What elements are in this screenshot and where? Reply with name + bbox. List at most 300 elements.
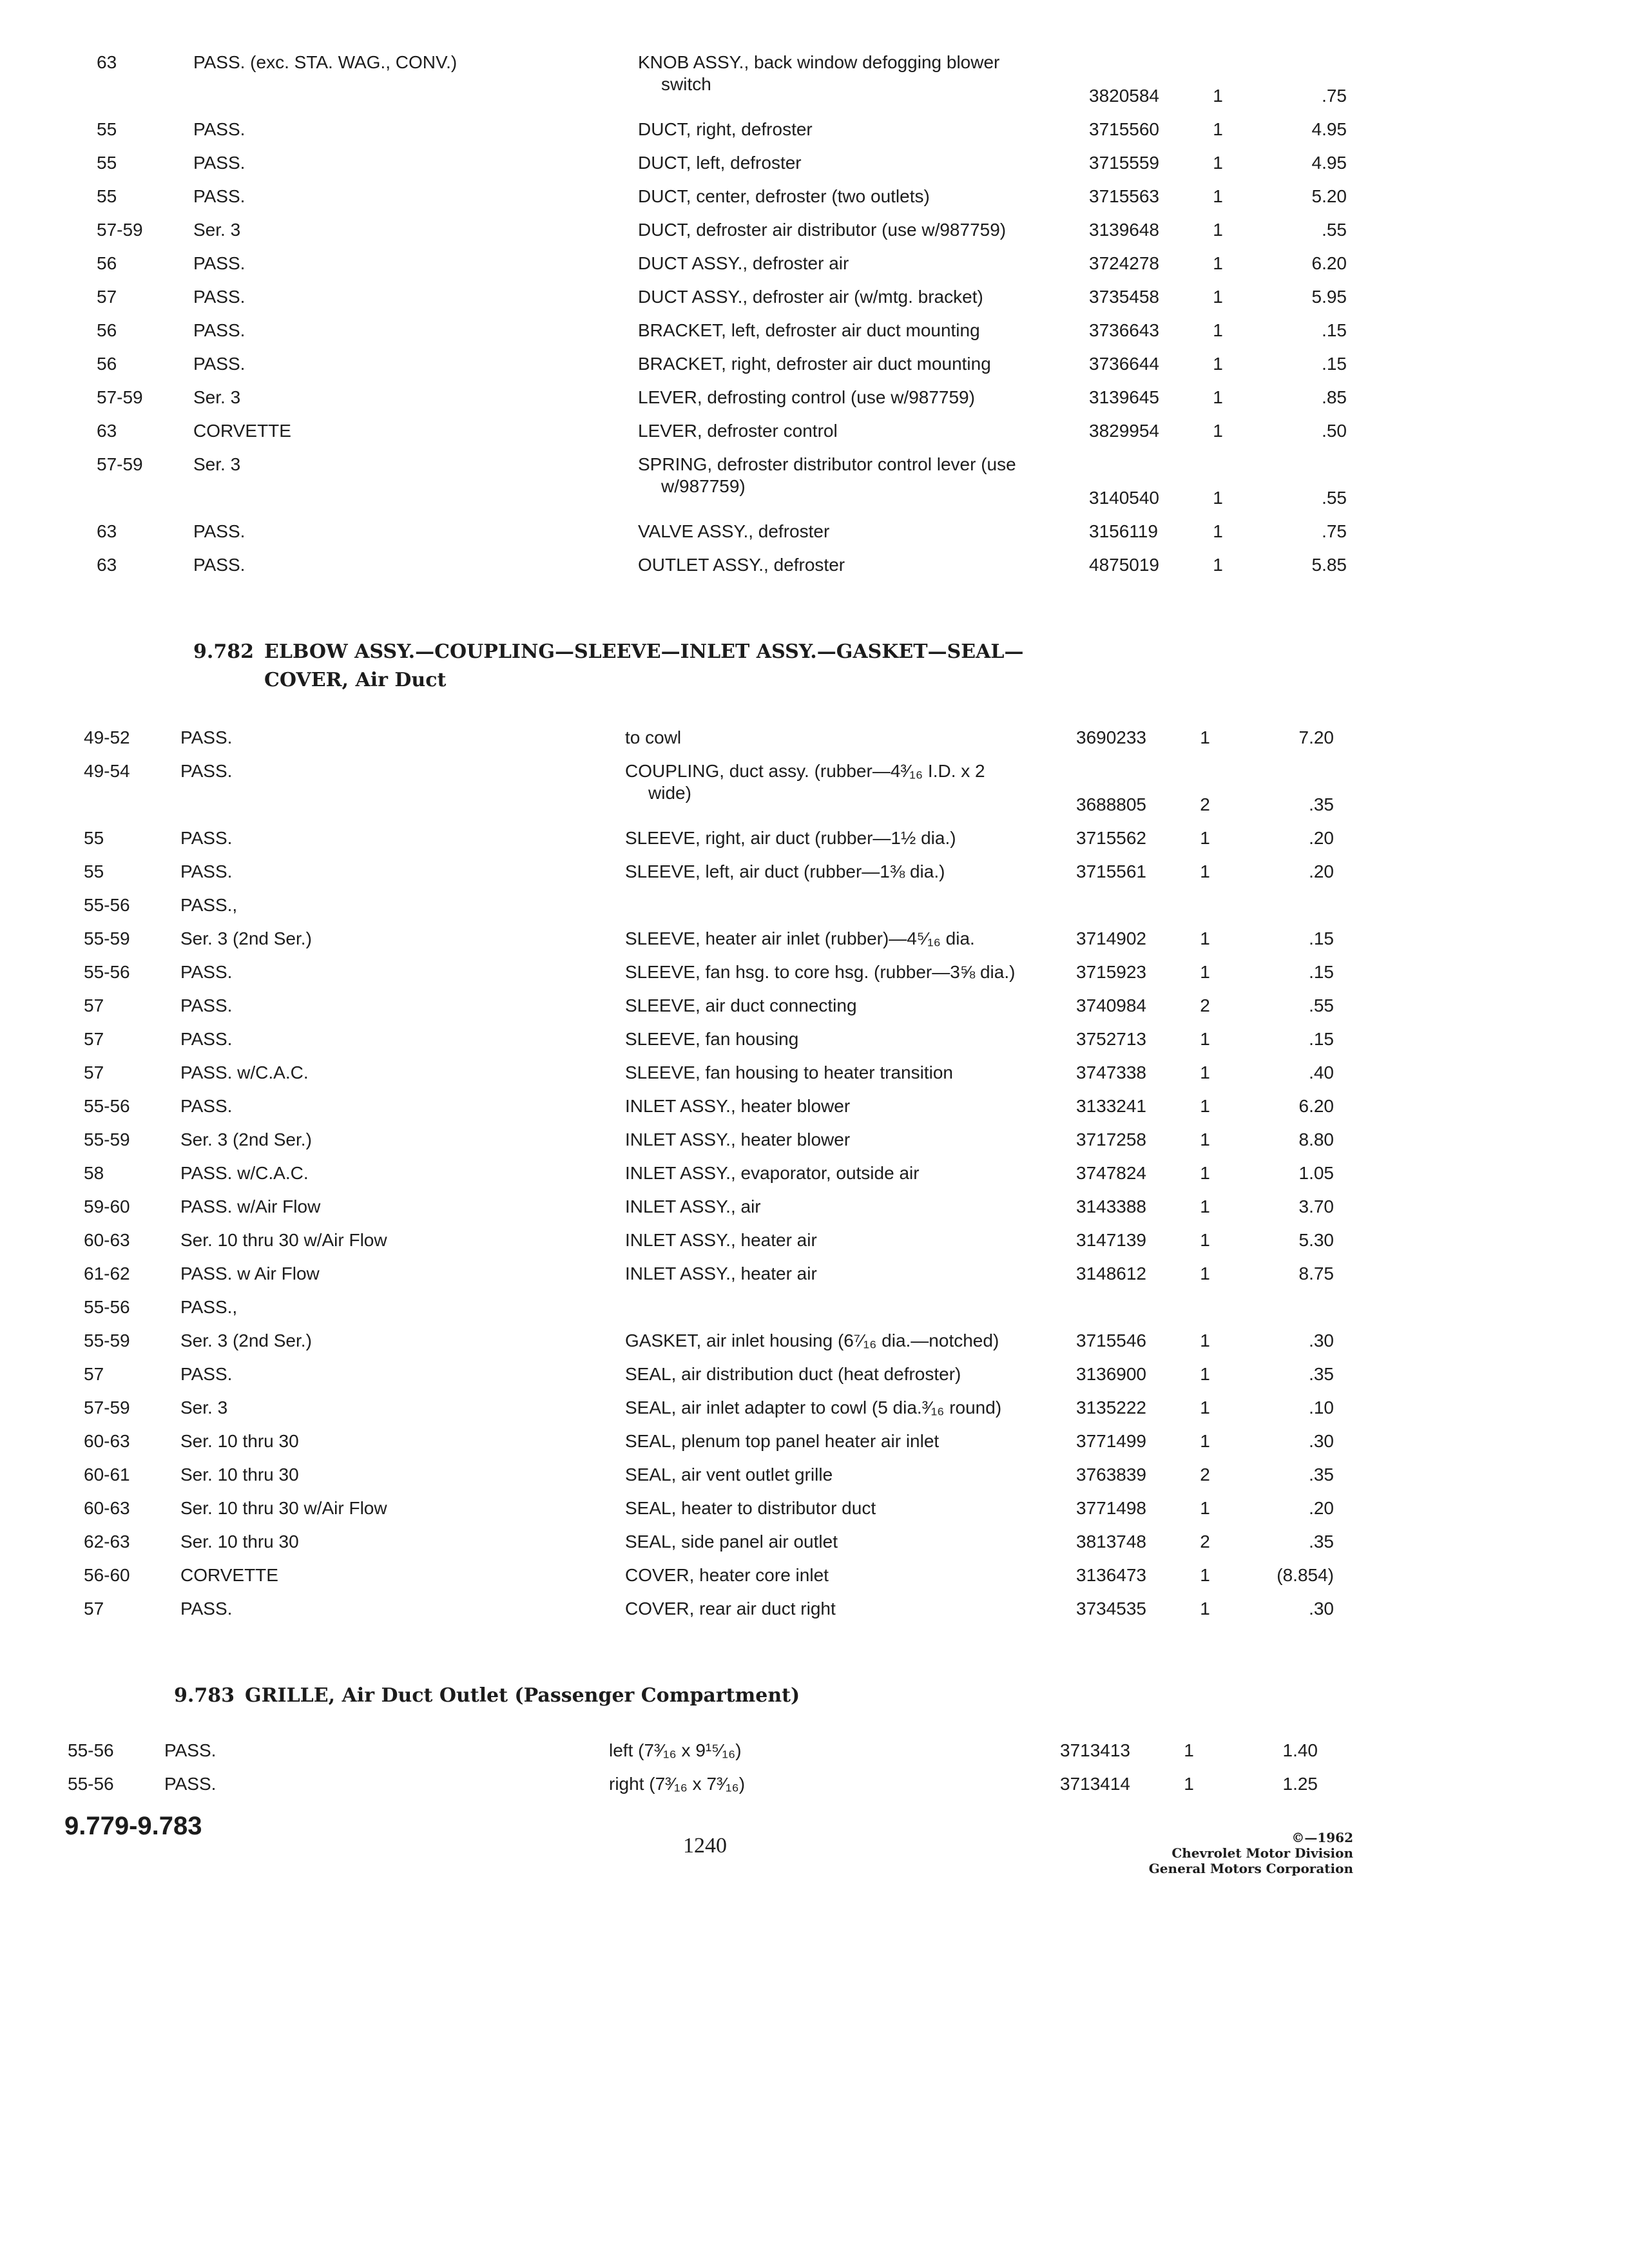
part-number-cell: 3829954 bbox=[1089, 421, 1160, 441]
parts-row bbox=[84, 1497, 1629, 1531]
parts-section-defroster bbox=[97, 52, 1629, 588]
part-number-cell: 3688805 bbox=[1076, 794, 1147, 814]
corporation-name: General Motors Corporation bbox=[1148, 1861, 1353, 1876]
parts-row bbox=[84, 961, 1629, 995]
year-cell: 57 bbox=[97, 287, 117, 307]
part-number-cell: 3734535 bbox=[1076, 1599, 1147, 1619]
quantity-cell: 2 bbox=[1200, 995, 1210, 1015]
price-cell: .75 bbox=[1322, 86, 1347, 106]
parts-row bbox=[84, 861, 1629, 894]
year-cell: 57-59 bbox=[97, 387, 143, 407]
quantity-cell: 1 bbox=[1213, 387, 1223, 407]
copyright-block bbox=[1083, 1830, 1353, 1876]
section-title-line1: ELBOW ASSY.—COUPLING—SLEEVE—INLET ASSY.—GASKET—SEAL— bbox=[264, 640, 1024, 663]
model-cell: Ser. 3 (2nd Ser.) bbox=[180, 1129, 312, 1149]
parts-row bbox=[97, 152, 1629, 186]
parts-row bbox=[84, 1196, 1629, 1229]
model-cell: PASS. bbox=[193, 521, 246, 541]
part-cell: SLEEVE, left, air duct (rubber—1⅜ dia.) bbox=[625, 861, 945, 881]
year-cell: 57 bbox=[84, 995, 104, 1015]
quantity-cell: 1 bbox=[1213, 488, 1223, 508]
quantity-cell: 1 bbox=[1200, 962, 1210, 982]
part-number-cell: 3724278 bbox=[1089, 253, 1160, 273]
parts-row bbox=[97, 119, 1629, 152]
quantity-cell: 1 bbox=[1200, 1062, 1210, 1082]
price-cell: 6.20 bbox=[1298, 1096, 1334, 1116]
year-cell: 63 bbox=[97, 421, 117, 441]
model-cell: PASS. w/C.A.C. bbox=[180, 1163, 309, 1183]
model-cell: PASS., bbox=[180, 895, 238, 915]
quantity-cell: 1 bbox=[1200, 1096, 1210, 1116]
year-cell: 56-60 bbox=[84, 1565, 130, 1585]
parts-row bbox=[84, 1062, 1629, 1095]
section-code: 9.783 bbox=[174, 1684, 235, 1707]
price-cell: 5.95 bbox=[1311, 287, 1347, 307]
part-cell: COVER, rear air duct right bbox=[625, 1599, 836, 1619]
part-cell: DUCT, right, defroster bbox=[638, 119, 813, 139]
quantity-cell: 1 bbox=[1200, 1331, 1210, 1350]
part-number-cell: 3139648 bbox=[1089, 220, 1160, 240]
part-number-cell: 3771498 bbox=[1076, 1498, 1147, 1518]
parts-row bbox=[84, 894, 1629, 928]
part-cell: SEAL, heater to distributor duct bbox=[625, 1498, 876, 1518]
price-cell: 1.40 bbox=[1282, 1740, 1318, 1760]
part-number-cell: 3752713 bbox=[1076, 1029, 1147, 1049]
part-cell: LEVER, defrosting control (use w/987759) bbox=[638, 387, 975, 407]
quantity-cell: 1 bbox=[1213, 86, 1223, 106]
year-cell: 55-56 bbox=[68, 1740, 114, 1760]
parts-row bbox=[84, 1129, 1629, 1162]
price-cell: 8.80 bbox=[1298, 1129, 1334, 1149]
model-cell: Ser. 3 bbox=[193, 220, 241, 240]
model-cell: PASS. bbox=[193, 253, 246, 273]
year-cell: 60-63 bbox=[84, 1431, 130, 1451]
part-cell: SLEEVE, air duct connecting bbox=[625, 995, 857, 1015]
part-number-cell: 3148612 bbox=[1076, 1264, 1147, 1283]
part-number-cell: 3147139 bbox=[1076, 1230, 1147, 1250]
price-cell: 8.75 bbox=[1298, 1264, 1334, 1283]
parts-row bbox=[97, 554, 1629, 588]
price-cell: .35 bbox=[1309, 1532, 1334, 1552]
model-cell: PASS. w/C.A.C. bbox=[180, 1062, 309, 1082]
part-number-cell: 3690233 bbox=[1076, 727, 1147, 747]
model-cell: PASS. w/Air Flow bbox=[180, 1196, 321, 1216]
part-number-cell: 3715923 bbox=[1076, 962, 1147, 982]
parts-row bbox=[68, 1773, 1629, 1807]
model-cell: Ser. 3 bbox=[180, 1398, 228, 1418]
part-number-cell: 3715562 bbox=[1076, 828, 1147, 848]
parts-row bbox=[97, 219, 1629, 253]
model-cell: PASS. bbox=[180, 1364, 233, 1384]
model-cell: PASS. bbox=[193, 320, 246, 340]
parts-row bbox=[84, 1095, 1629, 1129]
parts-row bbox=[97, 253, 1629, 286]
quantity-cell: 1 bbox=[1200, 1230, 1210, 1250]
part-number-cell: 3714902 bbox=[1076, 928, 1147, 948]
parts-row bbox=[84, 1296, 1629, 1330]
price-cell: .85 bbox=[1322, 387, 1347, 407]
quantity-cell: 1 bbox=[1213, 119, 1223, 139]
price-cell: .40 bbox=[1309, 1062, 1334, 1082]
part-cell: BRACKET, right, defroster air duct mounting bbox=[638, 354, 991, 374]
parts-row bbox=[97, 186, 1629, 219]
parts-row bbox=[97, 420, 1629, 454]
year-cell: 49-54 bbox=[84, 761, 130, 781]
quantity-cell: 1 bbox=[1213, 253, 1223, 273]
year-cell: 55-56 bbox=[68, 1774, 114, 1794]
page-number: 1240 bbox=[683, 1834, 727, 1858]
part-number-cell: 3133241 bbox=[1076, 1096, 1147, 1116]
price-cell: .20 bbox=[1309, 1498, 1334, 1518]
parts-row bbox=[84, 995, 1629, 1028]
part-number-cell: 3713414 bbox=[1060, 1774, 1131, 1794]
price-cell: 3.70 bbox=[1298, 1196, 1334, 1216]
model-cell: PASS. bbox=[180, 962, 233, 982]
model-cell: Ser. 10 thru 30 bbox=[180, 1465, 299, 1485]
part-cell: DUCT, defroster air distributor (use w/987759) bbox=[638, 220, 1007, 240]
year-cell: 57-59 bbox=[84, 1398, 130, 1418]
quantity-cell: 1 bbox=[1213, 521, 1223, 541]
model-cell: PASS. bbox=[180, 861, 233, 881]
part-cell: right (7³⁄₁₆ x 7³⁄₁₆) bbox=[609, 1774, 746, 1794]
year-cell: 55-56 bbox=[84, 895, 130, 915]
quantity-cell: 2 bbox=[1200, 1465, 1210, 1485]
model-cell: PASS. bbox=[180, 761, 233, 781]
parts-section-air-duct bbox=[84, 727, 1629, 1631]
parts-row bbox=[97, 320, 1629, 353]
part-number-cell: 3735458 bbox=[1089, 287, 1160, 307]
part-number-cell: 3763839 bbox=[1076, 1465, 1147, 1485]
model-cell: PASS. bbox=[180, 727, 233, 747]
parts-row bbox=[97, 52, 1629, 119]
price-cell: 5.20 bbox=[1311, 186, 1347, 206]
model-cell: PASS. bbox=[180, 828, 233, 848]
year-cell: 57 bbox=[84, 1062, 104, 1082]
parts-row bbox=[84, 827, 1629, 861]
year-cell: 56 bbox=[97, 320, 117, 340]
part-number-cell: 3713413 bbox=[1060, 1740, 1131, 1760]
model-cell: PASS. bbox=[193, 354, 246, 374]
parts-row bbox=[84, 1531, 1629, 1564]
quantity-cell: 1 bbox=[1213, 153, 1223, 173]
year-cell: 58 bbox=[84, 1163, 104, 1183]
model-cell: PASS. bbox=[193, 186, 246, 206]
year-cell: 62-63 bbox=[84, 1532, 130, 1552]
price-cell: 1.05 bbox=[1298, 1163, 1334, 1183]
price-cell: .55 bbox=[1322, 488, 1347, 508]
parts-row bbox=[97, 454, 1629, 521]
parts-row bbox=[84, 1464, 1629, 1497]
part-cell: DUCT, center, defroster (two outlets) bbox=[638, 186, 930, 206]
quantity-cell: 1 bbox=[1200, 1163, 1210, 1183]
quantity-cell: 1 bbox=[1200, 861, 1210, 881]
year-cell: 55-59 bbox=[84, 1129, 130, 1149]
part-number-cell: 3771499 bbox=[1076, 1431, 1147, 1451]
price-cell: .30 bbox=[1309, 1331, 1334, 1350]
part-cell: SLEEVE, heater air inlet (rubber)—4⁵⁄₁₆ dia. bbox=[625, 928, 975, 948]
model-cell: PASS. bbox=[193, 153, 246, 173]
part-text: COUPLING, duct assy. (rubber—4³⁄₁₆ I.D. x 2 bbox=[625, 761, 985, 781]
parts-row bbox=[97, 286, 1629, 320]
division-name: Chevrolet Motor Division bbox=[1171, 1845, 1353, 1861]
parts-row bbox=[84, 1397, 1629, 1430]
part-number-cell: 3143388 bbox=[1076, 1196, 1147, 1216]
part-cell: INLET ASSY., heater air bbox=[625, 1230, 817, 1250]
quantity-cell: 2 bbox=[1200, 1532, 1210, 1552]
part-cell bbox=[625, 760, 1063, 804]
year-cell: 56 bbox=[97, 253, 117, 273]
quantity-cell: 1 bbox=[1200, 1398, 1210, 1418]
part-cell: BRACKET, left, defroster air duct mounting bbox=[638, 320, 980, 340]
part-text-continued: switch bbox=[661, 74, 711, 94]
quantity-cell: 1 bbox=[1184, 1740, 1194, 1760]
model-cell: Ser. 3 bbox=[193, 387, 241, 407]
model-cell: PASS. w Air Flow bbox=[180, 1264, 320, 1283]
price-cell: .50 bbox=[1322, 421, 1347, 441]
part-cell: to cowl bbox=[625, 727, 682, 747]
part-cell bbox=[638, 454, 1076, 497]
part-cell: DUCT ASSY., defroster air bbox=[638, 253, 849, 273]
price-cell: .10 bbox=[1309, 1398, 1334, 1418]
model-cell: PASS. (exc. STA. WAG., CONV.) bbox=[193, 52, 458, 72]
parts-section-grille bbox=[68, 1740, 1629, 1807]
price-cell: .15 bbox=[1309, 928, 1334, 948]
quantity-cell: 1 bbox=[1200, 727, 1210, 747]
price-cell: 5.30 bbox=[1298, 1230, 1334, 1250]
year-cell: 55 bbox=[84, 828, 104, 848]
quantity-cell: 1 bbox=[1200, 1129, 1210, 1149]
quantity-cell: 1 bbox=[1213, 220, 1223, 240]
year-cell: 55 bbox=[84, 861, 104, 881]
part-cell: SLEEVE, right, air duct (rubber—1½ dia.) bbox=[625, 828, 956, 848]
part-cell: INLET ASSY., heater blower bbox=[625, 1129, 851, 1149]
price-cell: .20 bbox=[1309, 861, 1334, 881]
parts-row bbox=[84, 727, 1629, 760]
price-cell: .15 bbox=[1309, 1029, 1334, 1049]
part-cell: LEVER, defroster control bbox=[638, 421, 838, 441]
year-cell: 55-59 bbox=[84, 928, 130, 948]
part-cell: DUCT, left, defroster bbox=[638, 153, 802, 173]
part-cell: COVER, heater core inlet bbox=[625, 1565, 829, 1585]
part-number-cell: 3736644 bbox=[1089, 354, 1160, 374]
model-cell: Ser. 10 thru 30 bbox=[180, 1431, 299, 1451]
model-cell: PASS. bbox=[180, 1599, 233, 1619]
price-cell: .55 bbox=[1309, 995, 1334, 1015]
parts-row bbox=[84, 760, 1629, 827]
model-cell: PASS. bbox=[193, 555, 246, 575]
part-number-cell: 3156119 bbox=[1089, 521, 1158, 541]
part-number-cell: 3715546 bbox=[1076, 1331, 1147, 1350]
model-cell: PASS. bbox=[180, 1029, 233, 1049]
parts-row bbox=[84, 1598, 1629, 1631]
quantity-cell: 1 bbox=[1200, 1599, 1210, 1619]
part-number-cell: 3715563 bbox=[1089, 186, 1160, 206]
page-range-label: 9.779-9.783 bbox=[64, 1812, 202, 1840]
part-cell: INLET ASSY., evaporator, outside air bbox=[625, 1163, 920, 1183]
parts-row bbox=[84, 1564, 1629, 1598]
parts-row bbox=[84, 1028, 1629, 1062]
part-cell: SEAL, side panel air outlet bbox=[625, 1532, 838, 1552]
parts-row bbox=[84, 928, 1629, 961]
model-cell: PASS. bbox=[180, 1096, 233, 1116]
quantity-cell: 1 bbox=[1184, 1774, 1194, 1794]
price-cell: .35 bbox=[1309, 1465, 1334, 1485]
part-cell: VALVE ASSY., defroster bbox=[638, 521, 830, 541]
model-cell: Ser. 10 thru 30 bbox=[180, 1532, 299, 1552]
part-cell bbox=[638, 52, 1076, 95]
part-cell: SLEEVE, fan housing to heater transition bbox=[625, 1062, 953, 1082]
price-cell: .75 bbox=[1322, 521, 1347, 541]
year-cell: 56 bbox=[97, 354, 117, 374]
section-title bbox=[264, 638, 1102, 695]
part-text: SPRING, defroster distributor control lever (use bbox=[638, 454, 1016, 474]
year-cell: 57 bbox=[84, 1029, 104, 1049]
part-text-continued: w/987759) bbox=[661, 476, 746, 496]
quantity-cell: 1 bbox=[1213, 186, 1223, 206]
part-text-continued: wide) bbox=[648, 783, 691, 803]
price-cell: .30 bbox=[1309, 1431, 1334, 1451]
year-cell: 63 bbox=[97, 555, 117, 575]
model-cell: PASS. bbox=[164, 1740, 217, 1760]
quantity-cell: 1 bbox=[1200, 1364, 1210, 1384]
parts-row bbox=[84, 1430, 1629, 1464]
parts-row bbox=[68, 1740, 1629, 1773]
part-number-cell: 3747824 bbox=[1076, 1163, 1147, 1183]
part-number-cell: 3140540 bbox=[1089, 488, 1160, 508]
part-number-cell: 3715561 bbox=[1076, 861, 1147, 881]
parts-row bbox=[97, 387, 1629, 420]
price-cell: 4.95 bbox=[1311, 153, 1347, 173]
price-cell: 5.85 bbox=[1311, 555, 1347, 575]
model-cell: Ser. 3 bbox=[193, 454, 241, 474]
part-number-cell: 4875019 bbox=[1089, 555, 1160, 575]
year-cell: 60-61 bbox=[84, 1465, 130, 1485]
quantity-cell: 1 bbox=[1213, 354, 1223, 374]
part-number-cell: 3740984 bbox=[1076, 995, 1147, 1015]
quantity-cell: 1 bbox=[1213, 555, 1223, 575]
quantity-cell: 1 bbox=[1200, 1264, 1210, 1283]
price-cell: .35 bbox=[1309, 1364, 1334, 1384]
part-cell: SEAL, plenum top panel heater air inlet bbox=[625, 1431, 940, 1451]
part-cell: OUTLET ASSY., defroster bbox=[638, 555, 845, 575]
quantity-cell: 1 bbox=[1200, 1498, 1210, 1518]
price-cell: .15 bbox=[1322, 354, 1347, 374]
part-number-cell: 3820584 bbox=[1089, 86, 1160, 106]
year-cell: 60-63 bbox=[84, 1498, 130, 1518]
model-cell: CORVETTE bbox=[193, 421, 291, 441]
year-cell: 55-56 bbox=[84, 962, 130, 982]
year-cell: 60-63 bbox=[84, 1230, 130, 1250]
year-cell: 57 bbox=[84, 1364, 104, 1384]
price-cell: .20 bbox=[1309, 828, 1334, 848]
year-cell: 63 bbox=[97, 52, 117, 72]
parts-row bbox=[84, 1363, 1629, 1397]
model-cell: PASS. bbox=[193, 119, 246, 139]
part-number-cell: 3139645 bbox=[1089, 387, 1160, 407]
quantity-cell: 1 bbox=[1200, 1029, 1210, 1049]
price-cell: (8.854) bbox=[1277, 1565, 1334, 1585]
parts-row bbox=[84, 1229, 1629, 1263]
year-cell: 55 bbox=[97, 119, 117, 139]
price-cell: .15 bbox=[1309, 962, 1334, 982]
part-cell: INLET ASSY., air bbox=[625, 1196, 761, 1216]
model-cell: PASS., bbox=[180, 1297, 238, 1317]
parts-row bbox=[97, 353, 1629, 387]
year-cell: 55 bbox=[97, 186, 117, 206]
year-cell: 55-56 bbox=[84, 1297, 130, 1317]
section-code: 9.782 bbox=[193, 640, 254, 663]
part-number-cell: 3136473 bbox=[1076, 1565, 1147, 1585]
year-cell: 61-62 bbox=[84, 1264, 130, 1283]
year-cell: 57 bbox=[84, 1599, 104, 1619]
part-cell: SEAL, air vent outlet grille bbox=[625, 1465, 833, 1485]
price-cell: .30 bbox=[1309, 1599, 1334, 1619]
quantity-cell: 1 bbox=[1200, 1565, 1210, 1585]
quantity-cell: 1 bbox=[1200, 1431, 1210, 1451]
model-cell: PASS. bbox=[180, 995, 233, 1015]
part-cell: INLET ASSY., heater blower bbox=[625, 1096, 851, 1116]
model-cell: Ser. 10 thru 30 w/Air Flow bbox=[180, 1498, 387, 1518]
copyright-year: ©—1962 bbox=[1291, 1830, 1353, 1845]
part-number-cell: 3747338 bbox=[1076, 1062, 1147, 1082]
parts-row bbox=[84, 1162, 1629, 1196]
part-cell: INLET ASSY., heater air bbox=[625, 1264, 817, 1283]
parts-row bbox=[84, 1263, 1629, 1296]
quantity-cell: 1 bbox=[1213, 320, 1223, 340]
model-cell: Ser. 3 (2nd Ser.) bbox=[180, 1331, 312, 1350]
part-cell: DUCT ASSY., defroster air (w/mtg. bracket) bbox=[638, 287, 983, 307]
quantity-cell: 1 bbox=[1200, 828, 1210, 848]
section-title: GRILLE, Air Duct Outlet (Passenger Compartment) bbox=[245, 1684, 800, 1707]
year-cell: 59-60 bbox=[84, 1196, 130, 1216]
price-cell: .55 bbox=[1322, 220, 1347, 240]
price-cell: 1.25 bbox=[1282, 1774, 1318, 1794]
part-cell: SEAL, air inlet adapter to cowl (5 dia.³⁄₁₆ round) bbox=[625, 1398, 1002, 1418]
model-cell: PASS. bbox=[164, 1774, 217, 1794]
year-cell: 63 bbox=[97, 521, 117, 541]
part-cell: left (7³⁄₁₆ x 9¹⁵⁄₁₆) bbox=[609, 1740, 742, 1760]
quantity-cell: 1 bbox=[1213, 421, 1223, 441]
part-number-cell: 3715559 bbox=[1089, 153, 1160, 173]
year-cell: 57-59 bbox=[97, 220, 143, 240]
part-cell: SEAL, air distribution duct (heat defroster) bbox=[625, 1364, 961, 1384]
price-cell: .35 bbox=[1309, 794, 1334, 814]
part-cell: SLEEVE, fan housing bbox=[625, 1029, 799, 1049]
section-title-line2: COVER, Air Duct bbox=[264, 669, 447, 691]
year-cell: 57-59 bbox=[97, 454, 143, 474]
price-cell: .15 bbox=[1322, 320, 1347, 340]
parts-row bbox=[97, 521, 1629, 554]
model-cell: Ser. 3 (2nd Ser.) bbox=[180, 928, 312, 948]
part-number-cell: 3736643 bbox=[1089, 320, 1160, 340]
year-cell: 55-56 bbox=[84, 1096, 130, 1116]
price-cell: 6.20 bbox=[1311, 253, 1347, 273]
quantity-cell: 1 bbox=[1213, 287, 1223, 307]
quantity-cell: 1 bbox=[1200, 1196, 1210, 1216]
model-cell: PASS. bbox=[193, 287, 246, 307]
part-text: KNOB ASSY., back window defogging blower bbox=[638, 52, 1000, 72]
part-number-cell: 3715560 bbox=[1089, 119, 1160, 139]
year-cell: 49-52 bbox=[84, 727, 130, 747]
part-cell: SLEEVE, fan hsg. to core hsg. (rubber—3⅝ dia.) bbox=[625, 962, 1016, 982]
year-cell: 55 bbox=[97, 153, 117, 173]
part-number-cell: 3813748 bbox=[1076, 1532, 1147, 1552]
price-cell: 7.20 bbox=[1298, 727, 1334, 747]
part-number-cell: 3135222 bbox=[1076, 1398, 1147, 1418]
part-number-cell: 3136900 bbox=[1076, 1364, 1147, 1384]
quantity-cell: 2 bbox=[1200, 794, 1210, 814]
model-cell: Ser. 10 thru 30 w/Air Flow bbox=[180, 1230, 387, 1250]
